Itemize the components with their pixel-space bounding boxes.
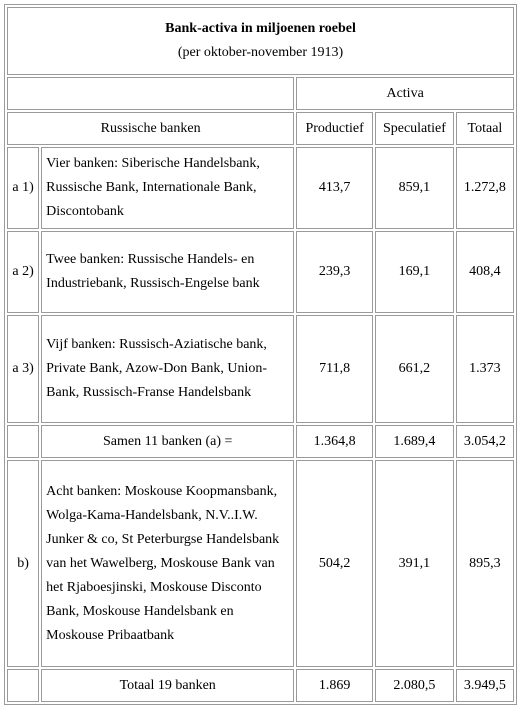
- row-description: Acht banken: Moskouse Koopmansbank, Wolga-Kama-Handelsbank, N.V..I.W. Junker & co, St Peterburgse Handelsbank van het Wawelberg, Moskouse Bank van het Rjaboesjinski, Moskouse Disconto Bank, Moskouse Handelsbank en Moskouse Pribaatbank: [41, 460, 294, 667]
- row-productive: 413,7: [296, 147, 373, 229]
- table-title: Bank-activa in miljoenen roebel: [165, 21, 356, 36]
- row-speculative: 661,2: [375, 315, 454, 423]
- row-label: a 3): [7, 315, 39, 423]
- table-title-cell: [7, 7, 514, 75]
- row-description: Vijf banken: Russisch-Aziatische bank, Private Bank, Azow-Don Bank, Union-Bank, Russisch-Franse Handelsbank: [41, 315, 294, 423]
- row-label: b): [7, 460, 39, 667]
- total-header: Totaal: [456, 112, 514, 145]
- subtotal-label: Samen 11 banken (a) =: [41, 425, 294, 458]
- banks-header: Russische banken: [7, 112, 294, 145]
- total-row: [7, 669, 514, 702]
- subtotal-empty-cell: [7, 425, 39, 458]
- table-row: [7, 147, 514, 229]
- total-speculative: 2.080,5: [375, 669, 454, 702]
- column-header-row: [7, 112, 514, 145]
- group-header-row: [7, 77, 514, 110]
- table-row: [7, 231, 514, 313]
- row-label: a 2): [7, 231, 39, 313]
- row-speculative: 169,1: [375, 231, 454, 313]
- productive-header: Productief: [296, 112, 373, 145]
- row-total: 408,4: [456, 231, 514, 313]
- row-speculative: 859,1: [375, 147, 454, 229]
- subtotal-speculative: 1.689,4: [375, 425, 454, 458]
- row-productive: 504,2: [296, 460, 373, 667]
- row-speculative: 391,1: [375, 460, 454, 667]
- table-row: [7, 460, 514, 667]
- subtotal-productive: 1.364,8: [296, 425, 373, 458]
- title-row: [7, 7, 514, 75]
- total-label: Totaal 19 banken: [41, 669, 294, 702]
- row-label: a 1): [7, 147, 39, 229]
- row-total: 1.373: [456, 315, 514, 423]
- table-row: [7, 315, 514, 423]
- subtotal-row: [7, 425, 514, 458]
- row-description: Twee banken: Russische Handels- en Industriebank, Russisch-Engelse bank: [41, 231, 294, 313]
- bank-assets-table: [4, 4, 517, 705]
- activa-header: Activa: [296, 77, 514, 110]
- empty-header-cell: [7, 77, 294, 110]
- total-total: 3.949,5: [456, 669, 514, 702]
- total-productive: 1.869: [296, 669, 373, 702]
- row-description: Vier banken: Siberische Handelsbank, Russische Bank, Internationale Bank, Discontobank: [41, 147, 294, 229]
- table-subtitle: (per oktober-november 1913): [177, 45, 344, 60]
- speculative-header: Speculatief: [375, 112, 454, 145]
- row-total: 1.272,8: [456, 147, 514, 229]
- row-productive: 239,3: [296, 231, 373, 313]
- row-total: 895,3: [456, 460, 514, 667]
- table-wrapper: [4, 4, 517, 705]
- row-productive: 711,8: [296, 315, 373, 423]
- subtotal-total: 3.054,2: [456, 425, 514, 458]
- total-empty-cell: [7, 669, 39, 702]
